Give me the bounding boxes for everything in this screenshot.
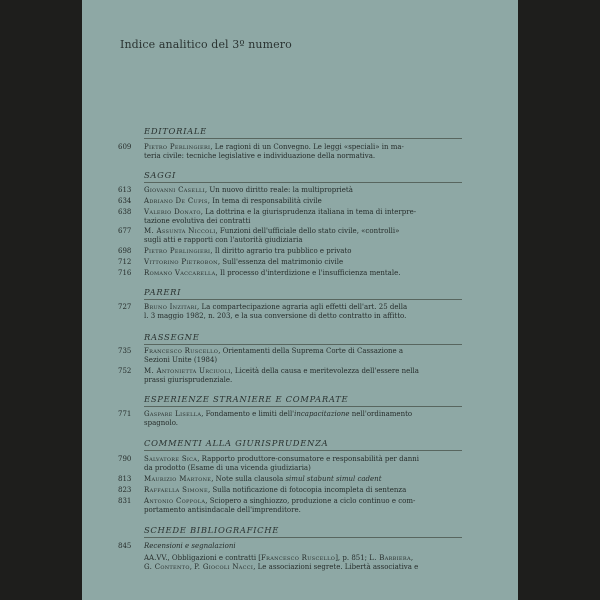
section-heading: EDITORIALE	[144, 126, 207, 136]
entry-title: , Un nuovo diritto reale: la multiproprietà	[204, 186, 353, 194]
entry-title: , Sciopero a singhiozzo, produzione a ciclo continuo e com-	[205, 497, 416, 505]
entry-title: , Orientamenti della Suprema Corte di Cassazione a	[218, 347, 404, 355]
section-heading: COMMENTI ALLA GIURISPRUDENZA	[144, 438, 329, 448]
entry-title-cont: prassi giurisprudenziale.	[144, 376, 233, 384]
section-saggi	[144, 170, 474, 180]
page-title: Indice analitico del 3º numero	[120, 38, 292, 51]
author: Raffaella Simone	[144, 486, 208, 494]
entry-title-italic: incapacitazione	[294, 410, 350, 418]
author: Vittorino Pietrobon	[144, 258, 218, 266]
author: M. Antonietta Urciuoli	[144, 367, 231, 375]
author: Francesco Ruscello	[261, 554, 336, 562]
author: Romano Vaccarella	[144, 269, 216, 277]
entry-text: AA.VV., Obbligazioni e contratti [	[144, 554, 262, 562]
section-rule	[144, 537, 462, 538]
section-rassegne	[144, 332, 474, 342]
entry-text: ], p. 851;	[335, 554, 370, 562]
entry-title: , Le ragioni di un Convegno. Le leggi «speciali» in ma-	[210, 143, 404, 151]
section-heading: ESPERIENZE STRANIERE E COMPARATE	[144, 394, 349, 404]
page-number: 771	[118, 410, 132, 418]
entry-title: , Funzioni dell'ufficiale dello stato civile, «controlli»	[215, 227, 400, 235]
section-rule	[144, 182, 462, 183]
page-number: 712	[118, 258, 132, 266]
entry-title: , Rapporto produttore-consumatore e responsabilità per danni	[197, 455, 420, 463]
page-number: 698	[118, 247, 132, 255]
entry-title: , La compartecipazione agraria agli effetti dell'art. 25 della	[197, 303, 408, 311]
entry-title: , Sull'essenza del matrimonio civile	[217, 258, 344, 266]
entry-title-cont: teria civile: tecniche legislative e individuazione della normativa.	[144, 152, 376, 160]
author: M. Assunta Niccoli	[144, 227, 216, 235]
entry-title-cont: sugli atti e rapporti con l'autorità giudiziaria	[144, 236, 303, 244]
entry-title-italic: simul stabunt simul cadent	[285, 475, 382, 483]
section-rule	[144, 138, 462, 139]
author: Pietro Perlingieri	[144, 143, 211, 151]
page-number: 790	[118, 455, 132, 463]
section-heading: RASSEGNE	[144, 332, 200, 342]
section-esperienze	[144, 394, 474, 404]
entry-title-cont: l. 3 maggio 1982, n. 203, e la sua conversione di detto contratto in affitto.	[144, 312, 407, 320]
page-number: 735	[118, 347, 132, 355]
page-number: 823	[118, 486, 132, 494]
author: Gaspare Lisella	[144, 410, 202, 418]
author: Pietro Perlingieri	[144, 247, 211, 255]
page-number: 677	[118, 227, 132, 235]
author: P. Giocoli Nacci	[194, 563, 254, 571]
page-number: 845	[118, 542, 132, 550]
entry-title: , Il processo d'interdizione e l'insufficienza mentale.	[215, 269, 401, 277]
author: Antonio Coppola	[144, 497, 206, 505]
entry-title: , Fondamento e limiti dell'	[201, 410, 295, 418]
entry-text: ,	[189, 563, 195, 571]
page-number: 716	[118, 269, 132, 277]
page-number: 609	[118, 143, 132, 151]
entry-title: , Note sulla clausola	[211, 475, 286, 483]
entry-title-cont: da prodotto (Esame di una vicenda giudiziaria)	[144, 464, 311, 472]
entry-title-cont: spagnolo.	[144, 419, 179, 427]
section-rule	[144, 450, 462, 451]
author: Adriano De Cupis	[144, 197, 208, 205]
page-number: 813	[118, 475, 132, 483]
entry-title-cont: portamento antisindacale dell'imprenditore.	[144, 506, 301, 514]
author: Maurizio Martone	[144, 475, 212, 483]
author: Francesco Ruscello	[144, 347, 219, 355]
section-commenti	[144, 438, 474, 448]
author: Bruno Inzitari	[144, 303, 198, 311]
page-number: 638	[118, 208, 132, 216]
page-number: 831	[118, 497, 132, 505]
entry-title: , In tema di responsabilità civile	[207, 197, 322, 205]
page-number: 752	[118, 367, 132, 375]
section-heading: SAGGI	[144, 170, 176, 180]
page-number: 613	[118, 186, 132, 194]
author: Salvatore Sica	[144, 455, 198, 463]
section-rule	[144, 406, 462, 407]
document-page	[82, 0, 518, 600]
section-rule	[144, 344, 462, 345]
entry-title: , Il diritto agrario tra pubblico e privato	[210, 247, 352, 255]
entry-title: , Sulla notificazione di fotocopia incompleta di sentenza	[207, 486, 407, 494]
author: Giovanni Caselli	[144, 186, 205, 194]
entry-text: ,	[410, 554, 414, 562]
author: G. Contento	[144, 563, 190, 571]
entry-title: , Liceità della causa e meritevolezza dell'essere nella	[230, 367, 419, 375]
entry-text: , Le associazioni segrete. Libertà associativa e	[253, 563, 419, 571]
entry-title: , La dottrina e la giurisprudenza italiana in tema di interpre-	[200, 208, 417, 216]
page-number: 634	[118, 197, 132, 205]
section-editoriale	[144, 126, 474, 136]
entry-title: nell'ordinamento	[349, 410, 413, 418]
author: Valerio Donato	[144, 208, 201, 216]
section-heading: PARERI	[144, 287, 182, 297]
page-number: 727	[118, 303, 132, 311]
entry-title-cont: Sezioni Unite (1984)	[144, 356, 218, 364]
section-rule	[144, 299, 462, 300]
subheading: Recensioni e segnalazioni	[144, 542, 236, 550]
entry-title-cont: tazione evolutiva dei contratti	[144, 217, 251, 225]
section-schede	[144, 525, 474, 535]
section-heading: SCHEDE BIBLIOGRAFICHE	[144, 525, 280, 535]
author: L. Barbiera	[369, 554, 411, 562]
section-pareri	[144, 287, 474, 297]
